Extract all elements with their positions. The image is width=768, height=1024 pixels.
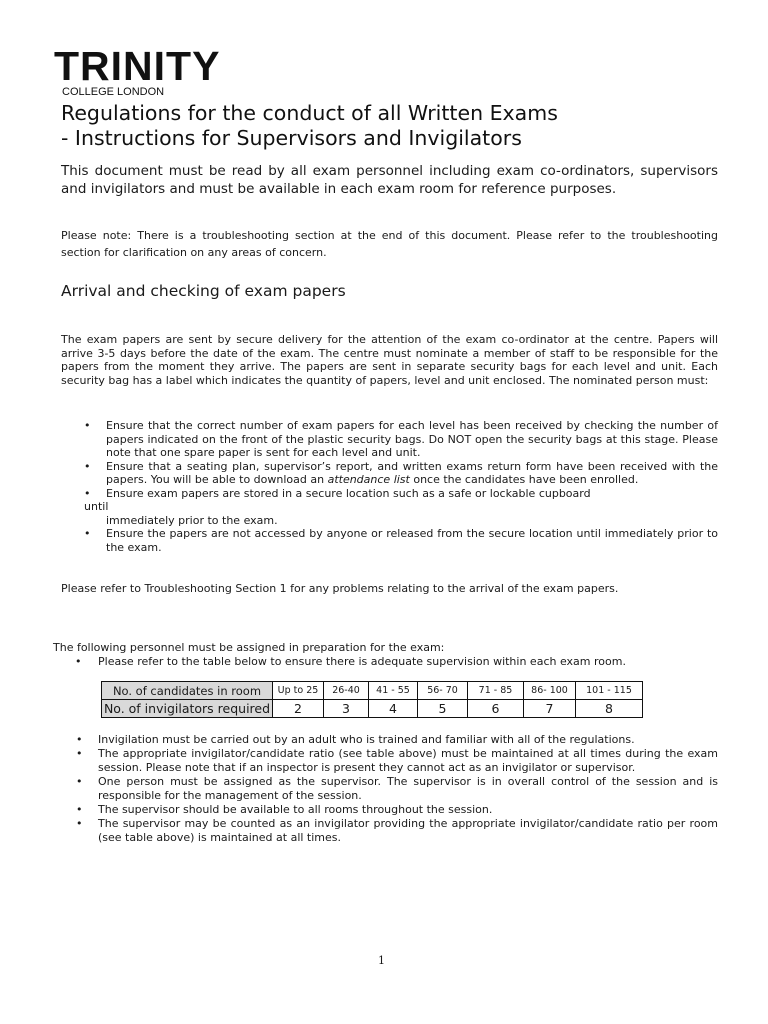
nominated-person-list	[84, 419, 718, 554]
table-cell: 101 - 115	[576, 682, 643, 700]
table-row	[102, 682, 643, 700]
bullet-icon: •	[76, 775, 83, 788]
list-item-text: One person must be assigned as the supervisor. The supervisor is in overall control of the session and is responsible for the management of the session.	[98, 775, 718, 802]
table-cell: 86- 100	[524, 682, 576, 700]
troubleshooting-reference: Please refer to Troubleshooting Section 1 for any problems relating to the arrival of the exam papers.	[61, 582, 619, 595]
list-item	[76, 817, 718, 845]
table-cell: 8	[576, 700, 643, 718]
table-cell: 56- 70	[418, 682, 468, 700]
document-title	[61, 101, 741, 151]
list-item	[53, 655, 733, 669]
list-item	[76, 733, 718, 747]
page-number: 1	[378, 954, 385, 967]
bullet-icon: •	[76, 803, 83, 816]
table-cell: 7	[524, 700, 576, 718]
list-item-text: The supervisor may be counted as an invigilator providing the appropriate invigilator/candidate ratio per room (see table above) is maintained at all times.	[98, 817, 718, 844]
table-cell: 3	[324, 700, 369, 718]
list-item-text: Ensure the papers are not accessed by anyone or released from the secure location until immediately prior to the exam.	[106, 527, 718, 554]
list-item-text: The supervisor should be available to all rooms throughout the session.	[98, 803, 493, 816]
logo-wordmark: TRINITY	[54, 43, 221, 89]
bullet-icon: •	[76, 747, 83, 760]
list-item-text-end: once the candidates have been enrolled.	[409, 473, 639, 486]
list-item	[76, 747, 718, 775]
bullet-icon: •	[76, 733, 83, 746]
list-item-text: The appropriate invigilator/candidate ratio (see table above) must be maintained at all times during the exam session. Please note that if an inspector is present they cannot act as an invigilator or supervisor.	[98, 747, 718, 774]
bullet-icon: •	[84, 419, 91, 432]
list-item-wrap-2: immediately prior to the exam.	[106, 513, 278, 527]
table-row	[102, 700, 643, 718]
troubleshooting-note: Please note: There is a troubleshooting section at the end of this document. Please refer to the troubleshooting section for clarification on any areas of concern.	[61, 229, 718, 259]
invigilation-rules-list	[76, 733, 718, 845]
list-item	[84, 419, 718, 460]
table-cell: 6	[468, 700, 524, 718]
list-item	[76, 775, 718, 803]
personnel-intro: The following personnel must be assigned in preparation for the exam:	[53, 641, 445, 654]
bullet-icon: •	[84, 486, 91, 500]
table-cell: 4	[369, 700, 418, 718]
list-item	[84, 527, 718, 554]
table-row-label: No. of candidates in room	[102, 682, 273, 700]
table-cell: Up to 25	[273, 682, 324, 700]
intro-paragraph: This document must be read by all exam personnel including exam co-ordinators, supervisors and invigilators and must be available in each exam room for reference purposes.	[61, 163, 718, 197]
list-item-text: Ensure that a seating plan, supervisor’s report, and written exams return form have been received with the papers. You will be able to download an	[106, 459, 718, 486]
table-cell: 5	[418, 700, 468, 718]
title-line-2: - Instructions for Supervisors and Invigilators	[61, 126, 522, 150]
table-cell: 71 - 85	[468, 682, 524, 700]
list-item-text: Invigilation must be carried out by an adult who is trained and familiar with all of the regulations.	[98, 733, 635, 746]
table-row-label: No. of invigilators required	[102, 700, 273, 718]
table-cell: 2	[273, 700, 324, 718]
list-item-text: Ensure that the correct number of exam papers for each level has been received by checking the number of papers indicated on the front of the plastic security bags. Do NOT open the security bags at this stage. Please note that one spare paper is sent for each level and unit.	[106, 419, 718, 459]
logo-subtitle: COLLEGE LONDON	[62, 86, 165, 98]
attendance-list-emphasis: attendance list	[327, 473, 410, 486]
list-item	[76, 803, 718, 817]
personnel-section	[53, 641, 733, 669]
list-item-text: Ensure exam papers are stored in a secure location such as a safe or lockable cupboard	[106, 486, 591, 500]
bullet-icon: •	[75, 655, 82, 668]
bullet-icon: •	[76, 817, 83, 830]
table-cell: 41 - 55	[369, 682, 418, 700]
bullet-icon: •	[84, 527, 91, 540]
arrival-paragraph: The exam papers are sent by secure delivery for the attention of the exam co-ordinator at the centre. Papers will arrive 3-5 days before the date of the exam. The centre must nominate a member of staff to be responsible for the papers from the moment they arrive. The papers are sent in separate security bags for each level and unit. Each security bag has a label which indicates the quantity of papers, level and unit enclosed. The nominated person must:	[61, 333, 718, 387]
list-item	[84, 460, 718, 487]
list-item-wrap: until	[84, 500, 109, 513]
table-cell: 26-40	[324, 682, 369, 700]
list-item-text: Please refer to the table below to ensure there is adequate supervision within each exam room.	[98, 655, 626, 668]
bullet-icon: •	[84, 459, 91, 473]
list-item	[84, 487, 718, 528]
section-heading-arrival: Arrival and checking of exam papers	[61, 282, 346, 300]
supervision-table	[101, 681, 643, 718]
title-line-1: Regulations for the conduct of all Written Exams	[61, 101, 558, 125]
